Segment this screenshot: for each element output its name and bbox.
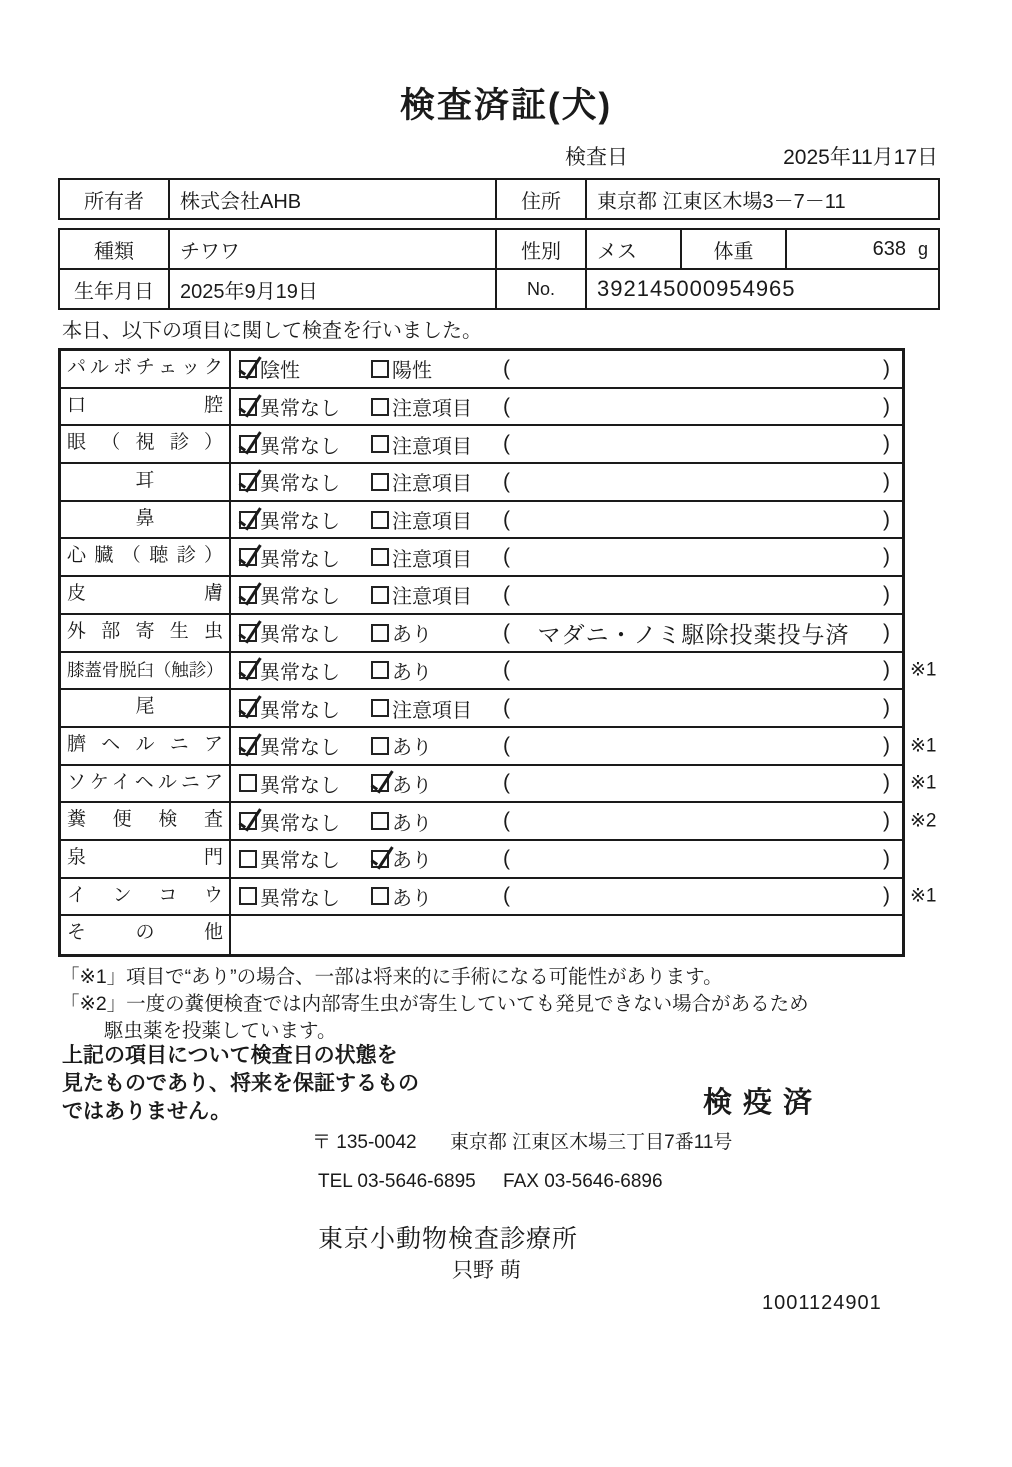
- clinic-name: 東京小動物検査診療所: [318, 1225, 579, 1253]
- breed-label: 種類: [60, 230, 170, 268]
- option-1-label: 異常なし: [260, 548, 340, 571]
- paren-close: ): [883, 394, 890, 418]
- option-2-label: あり: [392, 887, 432, 910]
- checklist-row: [61, 916, 902, 954]
- inspection-date-label: 検査日: [565, 146, 628, 169]
- option-1-label: 異常なし: [260, 511, 340, 534]
- number-value: 392145000954965: [597, 276, 796, 301]
- checklist-item-label: 糞便検査: [61, 803, 231, 839]
- option-1-label: 異常なし: [260, 850, 340, 873]
- option-2: [371, 728, 432, 764]
- checklist-row-content: [231, 426, 902, 462]
- checklist-item-label: 心臓（聴診）: [61, 539, 231, 575]
- option-2-label: あり: [392, 737, 432, 760]
- checklist-row-content: [231, 841, 902, 877]
- option-2: [371, 766, 432, 802]
- checklist-item-label: インコウ: [61, 879, 231, 915]
- checklist-row-content: [231, 690, 902, 726]
- weight-value: 638: [872, 237, 906, 260]
- option-2-label: 注意項目: [392, 699, 472, 722]
- checkbox-icon: [371, 435, 389, 453]
- quarantine-passed-stamp: 検疫済: [703, 1087, 824, 1119]
- option-2-label: 注意項目: [392, 586, 472, 609]
- checkbox-icon: [239, 737, 257, 755]
- option-2-label: 注意項目: [392, 548, 472, 571]
- checkbox-icon: [239, 850, 257, 868]
- checklist-row: [61, 690, 902, 728]
- checkbox-icon: [371, 812, 389, 830]
- checkbox-icon: [371, 360, 389, 378]
- option-1-label: 異常なし: [260, 473, 340, 496]
- checklist-row: [61, 615, 902, 653]
- sex-label: 性別: [497, 230, 587, 268]
- checkbox-icon: [239, 774, 257, 792]
- footnote-mark: ※1: [910, 735, 937, 757]
- checkbox-icon: [239, 435, 257, 453]
- disclaimer-line-3: ではありません。: [62, 1100, 232, 1123]
- disclaimer-line-2: 見たものであり、将来を保証するもの: [62, 1072, 419, 1095]
- checklist-item-label: 泉門: [61, 841, 231, 877]
- checkbox-icon: [239, 360, 257, 378]
- owner-row: [60, 180, 938, 218]
- page-title: 検査済証(犬): [399, 86, 613, 125]
- checkbox-icon: [371, 850, 389, 868]
- checkbox-icon: [371, 737, 389, 755]
- paren-open: (: [503, 658, 510, 682]
- checklist-row: [61, 389, 902, 427]
- checklist-row: [61, 841, 902, 879]
- option-1-label: 異常なし: [260, 435, 340, 458]
- option-1: [239, 766, 340, 802]
- checkbox-icon: [371, 548, 389, 566]
- paren-close: ): [883, 809, 890, 833]
- paren-close: ): [883, 771, 890, 795]
- option-2: [371, 389, 472, 425]
- checklist-item-label: 鼻: [61, 502, 231, 538]
- checklist-row: [61, 577, 902, 615]
- checklist-row-content: [231, 389, 902, 425]
- checkbox-icon: [239, 548, 257, 566]
- checkbox-icon: [371, 586, 389, 604]
- option-2-label: あり: [392, 850, 432, 873]
- postal-code: 〒 135-0042: [312, 1132, 417, 1153]
- checklist-item-label: その他: [61, 916, 231, 954]
- paren-open: (: [503, 620, 510, 644]
- sex-value: メス: [587, 230, 682, 268]
- footnote-2-line2: 駆虫薬を投薬しています。: [104, 1020, 337, 1042]
- option-1-label: 陰性: [260, 360, 300, 383]
- option-2-label: あり: [392, 624, 432, 647]
- paren-open: (: [503, 582, 510, 606]
- owner-address-value: 東京都 江東区木場3－7－11: [597, 190, 846, 213]
- paren-close: ): [883, 432, 890, 456]
- option-1: [239, 577, 340, 613]
- checkbox-icon: [239, 511, 257, 529]
- option-2: [371, 502, 472, 538]
- checklist-row: [61, 539, 902, 577]
- checklist-row: [61, 766, 937, 804]
- option-1-label: 異常なし: [260, 661, 340, 684]
- footnote-1: 「※1」項目で“あり”の場合、一部は将来的に手術になる可能性があります。: [60, 966, 723, 988]
- disclaimer-line-1: 上記の項目について検査日の状態を: [62, 1044, 398, 1067]
- checklist-row: [61, 502, 902, 540]
- paren-open: (: [503, 846, 510, 870]
- paren-close: ): [883, 545, 890, 569]
- option-1: [239, 502, 340, 538]
- checklist-row: [61, 879, 937, 917]
- option-1: [239, 690, 340, 726]
- option-1-label: 異常なし: [260, 586, 340, 609]
- option-1: [239, 803, 340, 839]
- option-1: [239, 464, 340, 500]
- checklist-item-label: 皮膚: [61, 577, 231, 613]
- paren-close: ): [883, 846, 890, 870]
- checklist-row-content: [231, 653, 902, 689]
- clinic-address-line: [312, 1127, 732, 1154]
- checkbox-icon: [239, 699, 257, 717]
- intro-text: 本日、以下の項目に関して検査を行いました。: [62, 320, 482, 342]
- pet-row-1: [60, 230, 938, 268]
- option-2: [371, 577, 472, 613]
- footnote-mark: ※1: [910, 885, 937, 907]
- paren-open: (: [503, 507, 510, 531]
- tel-fax-line: [318, 1171, 663, 1193]
- owner-address-label: 住所: [497, 180, 587, 218]
- footnote-mark: ※2: [910, 810, 937, 832]
- checkbox-icon: [239, 661, 257, 679]
- checklist-item-label: 外部寄生虫: [61, 615, 231, 651]
- birthdate-value: 2025年9月19日: [170, 270, 497, 308]
- checklist-row-content: [231, 464, 902, 500]
- checklist-row: [61, 351, 902, 389]
- option-2-label: 注意項目: [392, 511, 472, 534]
- fax-number: FAX 03-5646-6896: [503, 1171, 663, 1192]
- checkbox-icon: [239, 473, 257, 491]
- checklist-row-content: [231, 502, 902, 538]
- checklist-row-content: [231, 766, 902, 802]
- option-2: [371, 351, 432, 387]
- option-2-label: 注意項目: [392, 398, 472, 421]
- footnote-mark: ※1: [910, 772, 937, 794]
- checklist-row: [61, 803, 937, 841]
- checkbox-icon: [239, 624, 257, 642]
- option-1: [239, 426, 340, 462]
- paren-open: (: [503, 356, 510, 380]
- checkbox-icon: [239, 812, 257, 830]
- option-1: [239, 841, 340, 877]
- paren-open: (: [503, 733, 510, 757]
- option-1: [239, 653, 340, 689]
- disclaimer-text: [62, 1042, 419, 1126]
- checklist-item-label: 耳: [61, 464, 231, 500]
- option-2-label: 陽性: [392, 360, 432, 383]
- option-1: [239, 615, 340, 651]
- checkbox-icon: [371, 699, 389, 717]
- paren-open: (: [503, 394, 510, 418]
- pet-table: [58, 228, 940, 310]
- checklist-item-label: 眼（視診）: [61, 426, 231, 462]
- checklist-item-label: 口腔: [61, 389, 231, 425]
- option-1: [239, 351, 300, 387]
- examiner-name: 只野 萌: [452, 1259, 521, 1282]
- checkbox-icon: [239, 398, 257, 416]
- checklist-row-content: [231, 577, 902, 613]
- paren-close: ): [883, 733, 890, 757]
- option-1-label: 異常なし: [260, 887, 340, 910]
- option-2-label: あり: [392, 661, 432, 684]
- paren-close: ): [883, 582, 890, 606]
- checklist-row-content: [231, 728, 902, 764]
- option-2: [371, 615, 432, 651]
- option-1-label: 異常なし: [260, 699, 340, 722]
- paren-close: ): [883, 884, 890, 908]
- clinic-address: 東京都 江東区木場三丁目7番11号: [449, 1132, 733, 1153]
- paren-open: (: [503, 545, 510, 569]
- checkbox-icon: [371, 624, 389, 642]
- checklist-row-content: [231, 879, 902, 915]
- row-note: マダニ・ノミ駆除投薬投与済: [537, 621, 850, 648]
- paren-open: (: [503, 432, 510, 456]
- option-2-label: 注意項目: [392, 473, 472, 496]
- weight-label: 体重: [682, 230, 787, 268]
- paren-close: ): [883, 356, 890, 380]
- option-1-label: 異常なし: [260, 812, 340, 835]
- option-1-label: 異常なし: [260, 774, 340, 797]
- breed-value: チワワ: [170, 230, 497, 268]
- option-2: [371, 426, 472, 462]
- checkbox-icon: [239, 586, 257, 604]
- checklist-row-content: [231, 803, 902, 839]
- owner-table: [58, 178, 940, 220]
- paren-close: ): [883, 620, 890, 644]
- paren-open: (: [503, 771, 510, 795]
- weight-unit: g: [917, 238, 928, 259]
- option-2-label: あり: [392, 812, 432, 835]
- birthdate-label: 生年月日: [60, 270, 170, 308]
- owner-value: 株式会社AHB: [170, 180, 497, 218]
- paren-close: ): [883, 658, 890, 682]
- footnote-mark: ※1: [910, 659, 937, 681]
- checkbox-icon: [371, 473, 389, 491]
- checklist-row-content: [231, 916, 902, 954]
- checklist-row: [61, 728, 937, 766]
- paren-open: (: [503, 809, 510, 833]
- paren-open: (: [503, 696, 510, 720]
- serial-number: 1001124901: [762, 1292, 882, 1314]
- option-2-label: あり: [392, 774, 432, 797]
- weight-value-cell: [787, 230, 938, 268]
- checkbox-icon: [239, 887, 257, 905]
- option-1-label: 異常なし: [260, 737, 340, 760]
- option-2: [371, 539, 472, 575]
- checklist-item-label: ソケイヘルニア: [61, 766, 231, 802]
- checkbox-icon: [371, 774, 389, 792]
- footnote-2-line1: 「※2」一度の糞便検査では内部寄生虫が寄生していても発見できない場合があるため: [60, 993, 809, 1015]
- paren-close: ): [883, 696, 890, 720]
- option-1: [239, 879, 340, 915]
- owner-label: 所有者: [60, 180, 170, 218]
- inspection-date-value: 2025年11月17日: [783, 146, 938, 169]
- option-2: [371, 803, 432, 839]
- option-2: [371, 690, 472, 726]
- checklist-row-content: [231, 539, 902, 575]
- checklist-row: [61, 653, 937, 691]
- option-1: [239, 389, 340, 425]
- checklist-item-label: 臍ヘルニア: [61, 728, 231, 764]
- option-1-label: 異常なし: [260, 398, 340, 421]
- checklist-item-label: 尾: [61, 690, 231, 726]
- paren-open: (: [503, 469, 510, 493]
- option-1-label: 異常なし: [260, 624, 340, 647]
- tel-number: TEL 03-5646-6895: [318, 1171, 476, 1192]
- option-2: [371, 879, 432, 915]
- option-2-label: 注意項目: [392, 435, 472, 458]
- checklist-table: [58, 348, 937, 957]
- option-2: [371, 841, 432, 877]
- checklist-row: [61, 426, 902, 464]
- option-1: [239, 728, 340, 764]
- checkbox-icon: [371, 887, 389, 905]
- checklist-row-content: [231, 615, 902, 651]
- checkbox-icon: [371, 398, 389, 416]
- paren-close: ): [883, 469, 890, 493]
- checklist-item-label: 膝蓋骨脱臼（触診）: [61, 653, 231, 689]
- option-2: [371, 653, 432, 689]
- option-2: [371, 464, 472, 500]
- paren-close: ): [883, 507, 890, 531]
- pet-row-2: [60, 268, 938, 308]
- checklist-row: [61, 464, 902, 502]
- checkbox-icon: [371, 511, 389, 529]
- checklist-row-content: [231, 351, 902, 387]
- checklist-item-label: パルボチェック: [61, 351, 231, 387]
- number-label: No.: [497, 270, 587, 308]
- paren-open: (: [503, 884, 510, 908]
- checkbox-icon: [371, 661, 389, 679]
- option-1: [239, 539, 340, 575]
